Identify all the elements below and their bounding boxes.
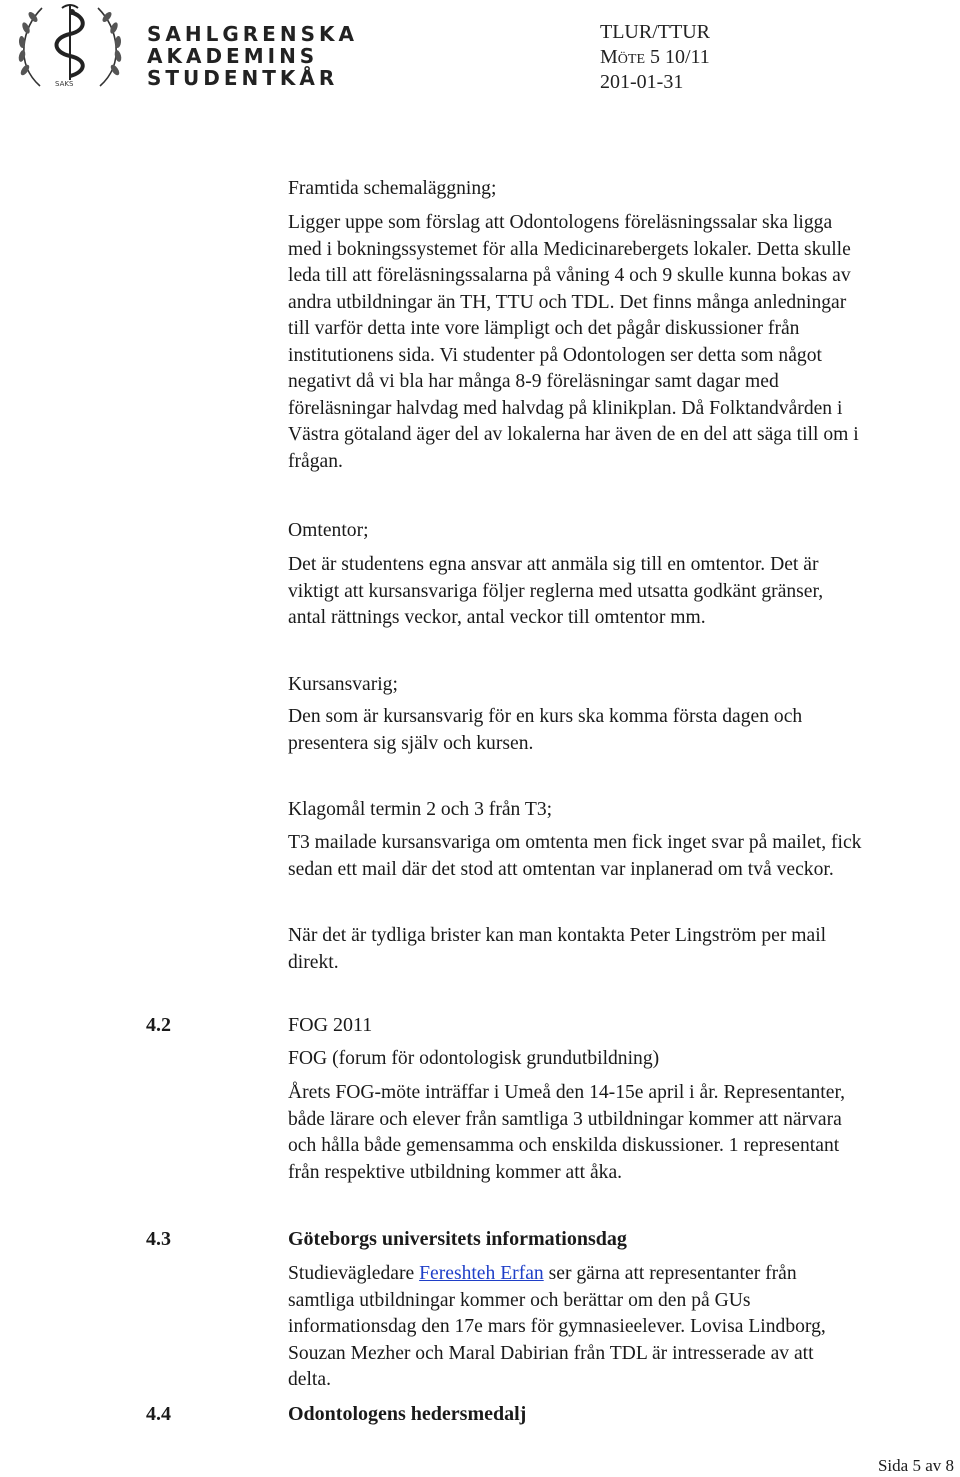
text-line: viktigt att kursansvariga följer reglerna med utsatta godkänt gränser, [288,580,824,602]
text-line: direkt. [288,951,339,973]
meeting-number: Möte 5 10/11 [600,46,710,68]
text-line: institutionens sida. Vi studenter på Odontologen ser detta som något [288,344,822,366]
section-number-4-4: 4.4 [146,1403,171,1425]
text-line [288,1261,960,1288]
page-number: Sida 5 av 8 [877,1456,954,1475]
org-name-line-3: STUDENTKÅR [147,66,339,90]
topic-heading-course-responsible: Kursansvarig; [288,674,398,695]
topic-heading-retakes: Omtentor; [288,520,369,541]
text-line: andra utbildningar än TH, TTU och TDL. Det finns många anledningar [288,291,847,313]
topic-paragraph-contact [288,923,960,976]
topic-paragraph-complaints [288,830,960,883]
text-line: och hålla både gemensamma och enskilda diskussioner. 1 representant [288,1135,840,1156]
text-line: antal rättnings veckor, antal veckor till omtentor mm. [288,607,706,628]
org-name-line-2: AKADEMINS [147,44,319,68]
text-line: delta. [288,1369,331,1390]
text-line: till varför detta inte vore lämpligt och det pågår diskussioner från [288,318,800,339]
section-title-medal: Odontologens hedersmedalj [288,1403,527,1425]
text-line: Den som är kursansvarig för en kurs ska komma första dagen och [288,706,803,727]
text-line: frågan. [288,450,343,472]
text-line: föreläsningar halvdag med halvdag på klinikplan. Då Folktandvården i [288,397,843,419]
text-line: Årets FOG-möte inträffar i Umeå den 14-15e april i år. Representanter, [288,1082,846,1103]
contact-link[interactable]: Fereshteh Erfan [419,1263,544,1284]
topic-paragraph-scheduling [288,210,960,475]
text-line: informationsdag den 17e mars för gymnasieelever. Lovisa Lindborg, [288,1316,826,1337]
topic-paragraph-course-responsible [288,704,960,757]
org-name-line-1: SAHLGRENSKA [147,22,358,46]
fog-subtitle: FOG (forum för odontologisk grundutbildning) [288,1048,660,1069]
text-line: Souzan Mezher och Maral Dabirian från TDL är intresserade av att [288,1342,814,1364]
text-fragment: ser gärna att representanter från [543,1263,797,1284]
text-line: från respektive utbildning kommer att åka. [288,1161,623,1183]
text-line: Det är studentens egna ansvar att anmäla sig till en omtentor. Det är [288,554,819,575]
section-title-fog: FOG 2011 [288,1014,373,1036]
topic-heading-scheduling: Framtida schemaläggning; [288,178,497,199]
fog-paragraph [288,1080,960,1186]
logo-lettering: SAKS [55,80,74,88]
section-number-4-2: 4.2 [146,1014,171,1036]
text-line: negativt då vi bla har många 8-9 föreläsningar samt dagar med [288,371,779,392]
committee-name: TLUR/TTUR [600,21,710,43]
text-line: leda till att föreläsningssalarna på våning 4 och 9 skulle kunna bokas av [288,265,851,286]
text-line: T3 mailade kursansvariga om omtenta men fick inget svar på mailet, fick [288,832,862,853]
text-line: Ligger uppe som förslag att Odontologens föreläsningssalar ska ligga [288,212,833,233]
text-line: presentera sig själv och kursen. [288,732,534,754]
text-line: samtliga utbildningar kommer och berättar om den på GUs [288,1289,751,1311]
info-day-paragraph [288,1261,960,1394]
text-line: Västra götaland äger del av lokalerna har även de en del att säga till om i [288,424,859,445]
saks-logo [0,0,140,92]
meeting-date: 201-01-31 [600,71,684,93]
topic-heading-complaints: Klagomål termin 2 och 3 från T3; [288,799,553,820]
section-number-4-3: 4.3 [146,1228,171,1250]
text-line: med i bokningssystemet för alla Medicinarebergets lokaler. Detta skulle [288,238,851,260]
topic-paragraph-retakes [288,552,960,632]
text-line: både lärare och elever från samtliga 3 utbildningar kommer att närvara [288,1108,842,1130]
text-line: När det är tydliga brister kan man kontakta Peter Lingström per mail [288,925,827,946]
text-line: sedan ett mail där det stod att omtentan var inplanerad om två veckor. [288,858,834,880]
text-fragment: Studievägledare [288,1263,420,1284]
section-title-info-day: Göteborgs universitets informationsdag [288,1228,627,1250]
